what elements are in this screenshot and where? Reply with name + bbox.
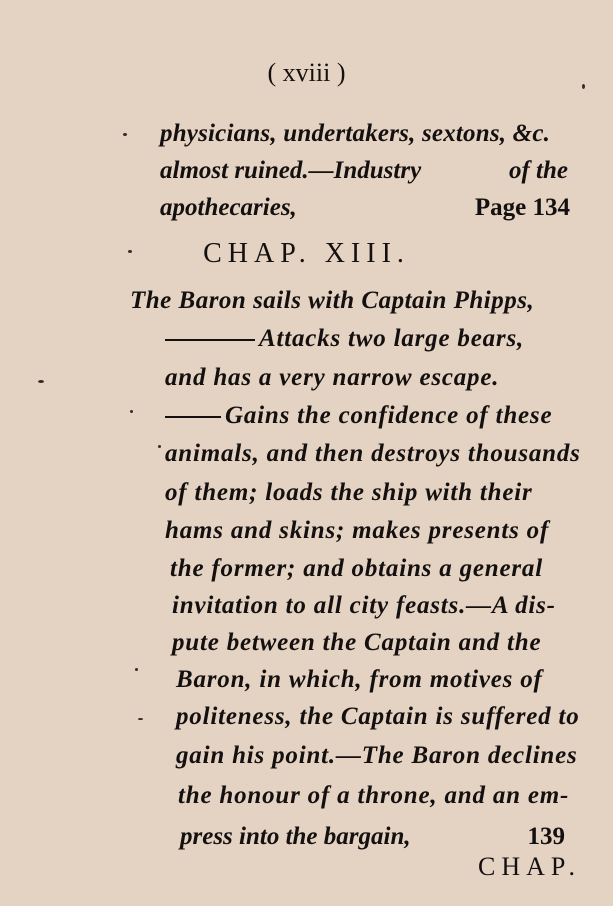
summary-line: gain his point.—The Baron declines — [176, 742, 578, 769]
entry-line-2-end: of the — [508, 157, 568, 184]
paper-speck — [582, 84, 585, 89]
summary-line: and has a very narrow escape. — [165, 364, 500, 391]
paper-speck — [158, 445, 161, 448]
paper-speck — [123, 133, 127, 136]
paper-speck — [38, 380, 44, 383]
entry-page-reference: Page 134 — [474, 194, 570, 221]
summary-line: Baron, in which, from motives of — [176, 666, 543, 693]
paper-speck — [128, 250, 132, 253]
summary-line: invitation to all city feasts.—A dis- — [172, 592, 556, 619]
summary-line: pute between the Captain and the — [172, 629, 542, 656]
summary-line: hams and skins; makes presents of — [165, 517, 550, 544]
chapter-heading: CHAP. XIII. — [203, 238, 410, 269]
summary-line: The Baron sails with Captain Phipps, — [130, 287, 535, 314]
entry-line-2-text: almost ruined.—Industry — [160, 157, 422, 184]
summary-line — [165, 325, 524, 353]
paper-speck — [138, 718, 143, 720]
summary-line: the former; and obtains a general — [170, 555, 543, 582]
summary-line-text: Attacks two large bears, — [259, 325, 525, 352]
entry-line-3-text: apothecaries, — [160, 194, 297, 221]
summary-line: of them; loads the ship with their — [165, 479, 533, 506]
paper-speck — [135, 668, 138, 671]
em-dash-rule — [165, 416, 221, 418]
summary-line — [165, 402, 552, 430]
entry-line-1: physicians, undertakers, sextons, &c. — [160, 120, 551, 147]
chapter-page-reference: 139 — [527, 823, 565, 850]
summary-line: animals, and then destroys thousands — [165, 440, 581, 467]
page-number-header: ( xviii ) — [267, 58, 346, 87]
summary-line: politeness, the Captain is suffered to — [176, 703, 580, 730]
em-dash-rule — [165, 339, 255, 341]
summary-last-line-text: press into the bargain, — [180, 823, 411, 850]
summary-line: the honour of a throne, and an em- — [178, 782, 570, 809]
summary-line-text: Gains the confidence of these — [225, 402, 553, 429]
catchword: CHAP. — [478, 852, 581, 881]
paper-speck — [130, 410, 133, 413]
